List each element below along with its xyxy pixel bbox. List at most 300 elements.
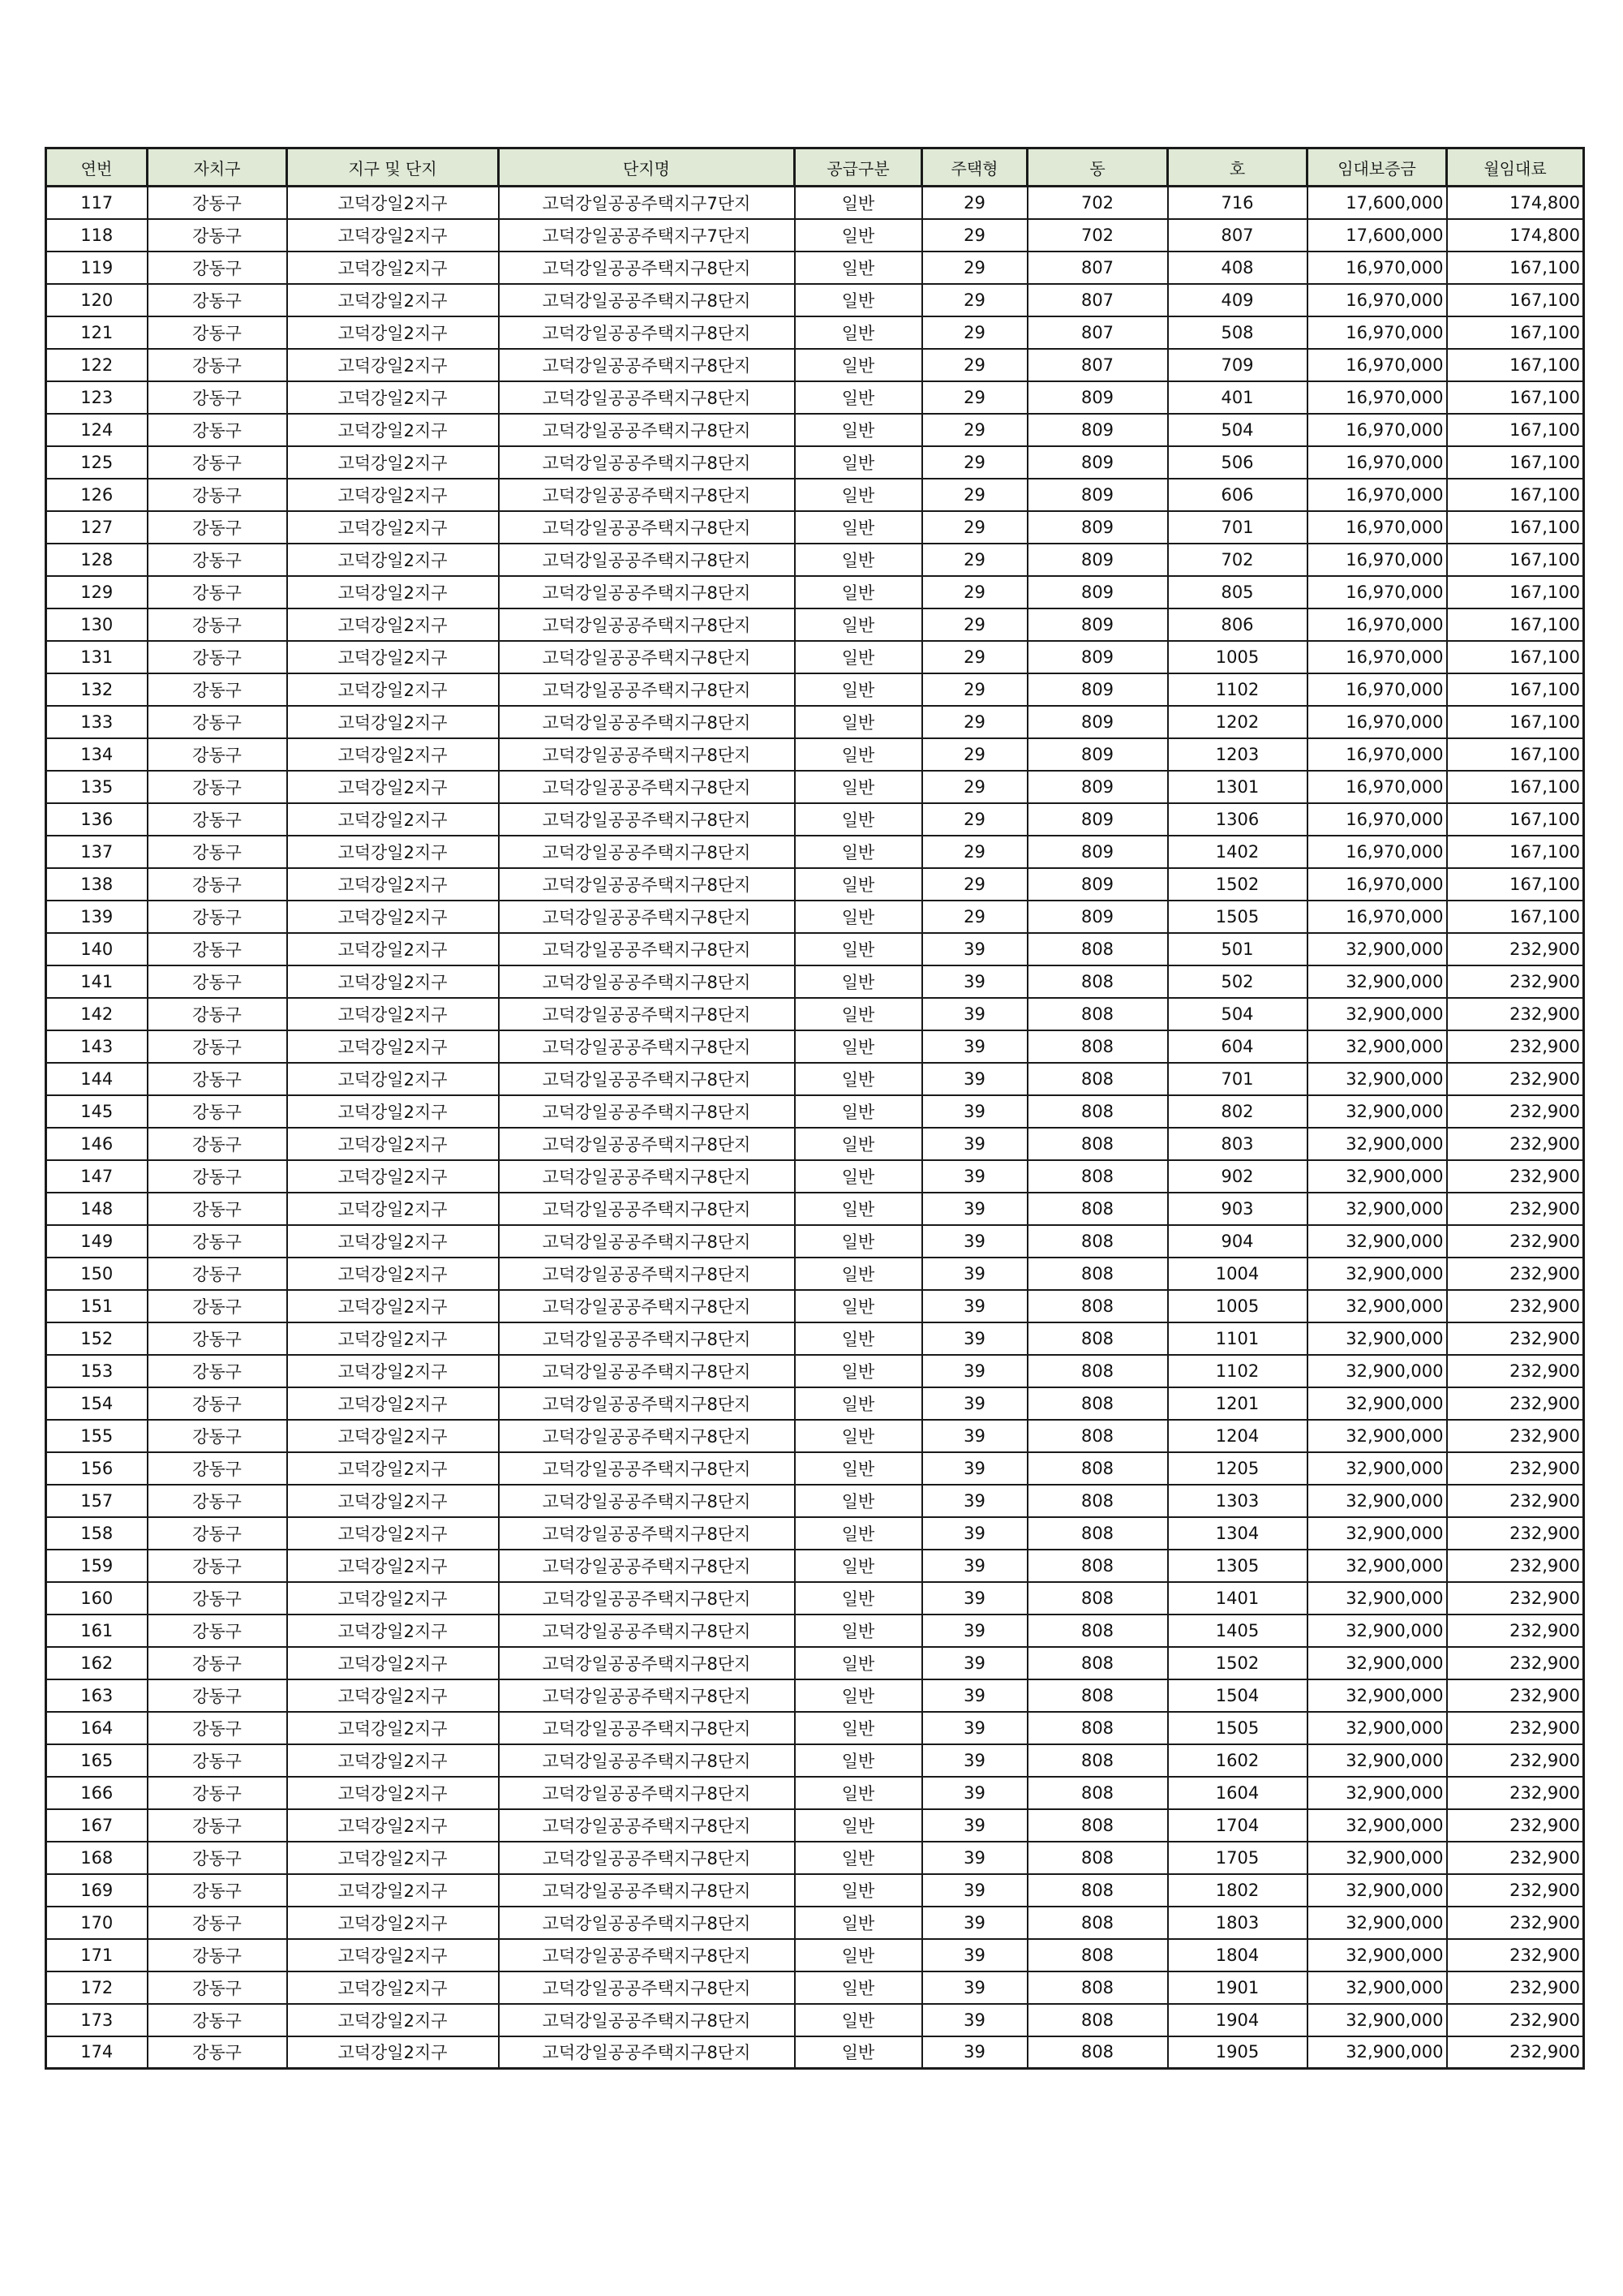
cell-housing-type: 39 — [922, 2004, 1028, 2036]
cell-complex-name: 고덕강일공공주택지구8단지 — [499, 1582, 795, 1615]
cell-district: 강동구 — [148, 901, 287, 933]
cell-district: 강동구 — [148, 219, 287, 252]
cell-housing-type: 29 — [922, 219, 1028, 252]
cell-complex-name: 고덕강일공공주택지구8단지 — [499, 1744, 795, 1777]
table-row — [46, 1874, 1584, 1907]
cell-deposit: 16,970,000 — [1307, 901, 1447, 933]
cell-unit: 1203 — [1168, 738, 1307, 771]
cell-zone-and-complex: 고덕강일2지구 — [287, 738, 499, 771]
cell-building: 808 — [1028, 1290, 1168, 1322]
cell-zone-and-complex: 고덕강일2지구 — [287, 771, 499, 803]
table-row — [46, 868, 1584, 901]
cell-housing-type: 29 — [922, 316, 1028, 349]
cell-housing-type: 39 — [922, 1874, 1028, 1907]
cell-monthly-rent: 232,900 — [1447, 1679, 1584, 1712]
cell-serial-no: 165 — [46, 1744, 148, 1777]
cell-serial-no: 167 — [46, 1809, 148, 1842]
cell-monthly-rent: 232,900 — [1447, 1485, 1584, 1517]
cell-complex-name: 고덕강일공공주택지구7단지 — [499, 187, 795, 219]
cell-supply-type: 일반 — [795, 998, 922, 1030]
table-row — [46, 1420, 1584, 1452]
cell-monthly-rent: 167,100 — [1447, 479, 1584, 511]
cell-housing-type: 39 — [922, 1225, 1028, 1258]
cell-unit: 803 — [1168, 1128, 1307, 1160]
cell-serial-no: 145 — [46, 1095, 148, 1128]
table-row — [46, 1842, 1584, 1874]
cell-complex-name: 고덕강일공공주택지구8단지 — [499, 544, 795, 576]
table-row — [46, 1517, 1584, 1550]
cell-building: 808 — [1028, 1582, 1168, 1615]
cell-unit: 1401 — [1168, 1582, 1307, 1615]
cell-zone-and-complex: 고덕강일2지구 — [287, 1160, 499, 1193]
cell-zone-and-complex: 고덕강일2지구 — [287, 641, 499, 673]
cell-deposit: 32,900,000 — [1307, 1485, 1447, 1517]
cell-deposit: 32,900,000 — [1307, 1193, 1447, 1225]
cell-complex-name: 고덕강일공공주택지구8단지 — [499, 511, 795, 544]
cell-zone-and-complex: 고덕강일2지구 — [287, 803, 499, 836]
cell-deposit: 32,900,000 — [1307, 1258, 1447, 1290]
cell-zone-and-complex: 고덕강일2지구 — [287, 1517, 499, 1550]
cell-monthly-rent: 232,900 — [1447, 1582, 1584, 1615]
cell-complex-name: 고덕강일공공주택지구8단지 — [499, 1452, 795, 1485]
cell-unit: 1402 — [1168, 836, 1307, 868]
cell-housing-type: 39 — [922, 1063, 1028, 1095]
cell-supply-type: 일반 — [795, 1517, 922, 1550]
cell-zone-and-complex: 고덕강일2지구 — [287, 446, 499, 479]
cell-serial-no: 126 — [46, 479, 148, 511]
cell-housing-type: 29 — [922, 187, 1028, 219]
cell-serial-no: 173 — [46, 2004, 148, 2036]
cell-deposit: 16,970,000 — [1307, 673, 1447, 706]
cell-zone-and-complex: 고덕강일2지구 — [287, 998, 499, 1030]
cell-zone-and-complex: 고덕강일2지구 — [287, 1712, 499, 1744]
cell-deposit: 32,900,000 — [1307, 965, 1447, 998]
cell-housing-type: 39 — [922, 1485, 1028, 1517]
cell-complex-name: 고덕강일공공주택지구8단지 — [499, 252, 795, 284]
cell-unit: 1305 — [1168, 1550, 1307, 1582]
cell-supply-type: 일반 — [795, 1160, 922, 1193]
cell-unit: 805 — [1168, 576, 1307, 608]
cell-zone-and-complex: 고덕강일2지구 — [287, 1355, 499, 1387]
cell-serial-no: 158 — [46, 1517, 148, 1550]
cell-district: 강동구 — [148, 2004, 287, 2036]
table-row — [46, 1809, 1584, 1842]
cell-district: 강동구 — [148, 1030, 287, 1063]
cell-zone-and-complex: 고덕강일2지구 — [287, 1809, 499, 1842]
cell-deposit: 16,970,000 — [1307, 771, 1447, 803]
cell-building: 809 — [1028, 608, 1168, 641]
cell-zone-and-complex: 고덕강일2지구 — [287, 1874, 499, 1907]
table-row — [46, 1907, 1584, 1939]
cell-housing-type: 39 — [922, 1452, 1028, 1485]
cell-district: 강동구 — [148, 1777, 287, 1809]
table-row — [46, 1128, 1584, 1160]
cell-unit: 1602 — [1168, 1744, 1307, 1777]
cell-serial-no: 170 — [46, 1907, 148, 1939]
cell-complex-name: 고덕강일공공주택지구8단지 — [499, 1809, 795, 1842]
cell-supply-type: 일반 — [795, 2004, 922, 2036]
cell-monthly-rent: 232,900 — [1447, 1874, 1584, 1907]
cell-unit: 1303 — [1168, 1485, 1307, 1517]
cell-building: 808 — [1028, 1063, 1168, 1095]
cell-district: 강동구 — [148, 316, 287, 349]
cell-supply-type: 일반 — [795, 1582, 922, 1615]
cell-zone-and-complex: 고덕강일2지구 — [287, 1615, 499, 1647]
table-row — [46, 706, 1584, 738]
cell-deposit: 32,900,000 — [1307, 1647, 1447, 1679]
cell-district: 강동구 — [148, 187, 287, 219]
cell-housing-type: 39 — [922, 1712, 1028, 1744]
cell-housing-type: 29 — [922, 803, 1028, 836]
cell-zone-and-complex: 고덕강일2지구 — [287, 187, 499, 219]
cell-building: 809 — [1028, 868, 1168, 901]
cell-serial-no: 157 — [46, 1485, 148, 1517]
cell-monthly-rent: 232,900 — [1447, 1193, 1584, 1225]
cell-zone-and-complex: 고덕강일2지구 — [287, 1485, 499, 1517]
cell-monthly-rent: 232,900 — [1447, 1355, 1584, 1387]
cell-complex-name: 고덕강일공공주택지구8단지 — [499, 1971, 795, 2004]
cell-housing-type: 39 — [922, 1809, 1028, 1842]
cell-complex-name: 고덕강일공공주택지구8단지 — [499, 1030, 795, 1063]
cell-district: 강동구 — [148, 1939, 287, 1971]
cell-district: 강동구 — [148, 544, 287, 576]
cell-zone-and-complex: 고덕강일2지구 — [287, 1907, 499, 1939]
cell-building: 809 — [1028, 836, 1168, 868]
cell-supply-type: 일반 — [795, 1420, 922, 1452]
cell-building: 808 — [1028, 2004, 1168, 2036]
cell-supply-type: 일반 — [795, 1777, 922, 1809]
cell-monthly-rent: 167,100 — [1447, 771, 1584, 803]
cell-supply-type: 일반 — [795, 901, 922, 933]
table-body — [46, 187, 1584, 2069]
cell-monthly-rent: 232,900 — [1447, 998, 1584, 1030]
cell-building: 808 — [1028, 1095, 1168, 1128]
cell-district: 강동구 — [148, 1647, 287, 1679]
cell-serial-no: 118 — [46, 219, 148, 252]
cell-monthly-rent: 167,100 — [1447, 901, 1584, 933]
cell-deposit: 32,900,000 — [1307, 1550, 1447, 1582]
cell-unit: 1704 — [1168, 1809, 1307, 1842]
cell-housing-type: 29 — [922, 446, 1028, 479]
cell-unit: 1504 — [1168, 1679, 1307, 1712]
cell-monthly-rent: 232,900 — [1447, 1290, 1584, 1322]
cell-deposit: 32,900,000 — [1307, 1030, 1447, 1063]
cell-serial-no: 120 — [46, 284, 148, 316]
cell-complex-name: 고덕강일공공주택지구8단지 — [499, 1387, 795, 1420]
cell-district: 강동구 — [148, 1615, 287, 1647]
cell-serial-no: 122 — [46, 349, 148, 381]
cell-housing-type: 39 — [922, 933, 1028, 965]
cell-monthly-rent: 167,100 — [1447, 349, 1584, 381]
cell-monthly-rent: 232,900 — [1447, 1322, 1584, 1355]
cell-complex-name: 고덕강일공공주택지구8단지 — [499, 1874, 795, 1907]
cell-unit: 716 — [1168, 187, 1307, 219]
cell-district: 강동구 — [148, 1842, 287, 1874]
cell-building: 808 — [1028, 1485, 1168, 1517]
cell-building: 808 — [1028, 1615, 1168, 1647]
table-row — [46, 544, 1584, 576]
cell-unit: 506 — [1168, 446, 1307, 479]
cell-zone-and-complex: 고덕강일2지구 — [287, 1452, 499, 1485]
header-zone-and-complex: 지구 및 단지 — [287, 148, 499, 187]
cell-zone-and-complex: 고덕강일2지구 — [287, 1128, 499, 1160]
cell-serial-no: 144 — [46, 1063, 148, 1095]
cell-monthly-rent: 232,900 — [1447, 2036, 1584, 2069]
cell-district: 강동구 — [148, 1420, 287, 1452]
cell-monthly-rent: 232,900 — [1447, 1452, 1584, 1485]
cell-monthly-rent: 232,900 — [1447, 1744, 1584, 1777]
cell-unit: 1005 — [1168, 1290, 1307, 1322]
cell-zone-and-complex: 고덕강일2지구 — [287, 576, 499, 608]
cell-complex-name: 고덕강일공공주택지구8단지 — [499, 706, 795, 738]
cell-complex-name: 고덕강일공공주택지구8단지 — [499, 479, 795, 511]
cell-serial-no: 138 — [46, 868, 148, 901]
table-row — [46, 1582, 1584, 1615]
table-row — [46, 252, 1584, 284]
cell-housing-type: 29 — [922, 414, 1028, 446]
cell-complex-name: 고덕강일공공주택지구8단지 — [499, 576, 795, 608]
cell-serial-no: 156 — [46, 1452, 148, 1485]
cell-district: 강동구 — [148, 803, 287, 836]
cell-zone-and-complex: 고덕강일2지구 — [287, 2004, 499, 2036]
cell-monthly-rent: 167,100 — [1447, 868, 1584, 901]
cell-deposit: 16,970,000 — [1307, 284, 1447, 316]
cell-supply-type: 일반 — [795, 673, 922, 706]
cell-district: 강동구 — [148, 1874, 287, 1907]
cell-building: 808 — [1028, 1939, 1168, 1971]
cell-deposit: 32,900,000 — [1307, 1842, 1447, 1874]
cell-district: 강동구 — [148, 868, 287, 901]
cell-complex-name: 고덕강일공공주택지구8단지 — [499, 868, 795, 901]
cell-monthly-rent: 167,100 — [1447, 738, 1584, 771]
cell-supply-type: 일반 — [795, 1063, 922, 1095]
cell-building: 809 — [1028, 771, 1168, 803]
cell-zone-and-complex: 고덕강일2지구 — [287, 1193, 499, 1225]
cell-supply-type: 일반 — [795, 1225, 922, 1258]
cell-serial-no: 171 — [46, 1939, 148, 1971]
cell-complex-name: 고덕강일공공주택지구8단지 — [499, 641, 795, 673]
cell-unit: 1904 — [1168, 2004, 1307, 2036]
cell-building: 808 — [1028, 1517, 1168, 1550]
table-row — [46, 316, 1584, 349]
cell-housing-type: 39 — [922, 1387, 1028, 1420]
cell-building: 809 — [1028, 673, 1168, 706]
cell-district: 강동구 — [148, 836, 287, 868]
table-row — [46, 576, 1584, 608]
cell-complex-name: 고덕강일공공주택지구8단지 — [499, 2004, 795, 2036]
cell-serial-no: 141 — [46, 965, 148, 998]
cell-serial-no: 160 — [46, 1582, 148, 1615]
cell-unit: 1802 — [1168, 1874, 1307, 1907]
cell-supply-type: 일반 — [795, 576, 922, 608]
cell-supply-type: 일반 — [795, 316, 922, 349]
cell-unit: 1804 — [1168, 1939, 1307, 1971]
cell-unit: 606 — [1168, 479, 1307, 511]
cell-housing-type: 29 — [922, 836, 1028, 868]
cell-complex-name: 고덕강일공공주택지구8단지 — [499, 349, 795, 381]
cell-supply-type: 일반 — [795, 219, 922, 252]
cell-deposit: 32,900,000 — [1307, 1809, 1447, 1842]
cell-unit: 1502 — [1168, 868, 1307, 901]
cell-complex-name: 고덕강일공공주택지구8단지 — [499, 1160, 795, 1193]
cell-zone-and-complex: 고덕강일2지구 — [287, 965, 499, 998]
cell-supply-type: 일반 — [795, 1485, 922, 1517]
cell-monthly-rent: 167,100 — [1447, 446, 1584, 479]
header-row — [46, 148, 1584, 187]
cell-building: 808 — [1028, 1193, 1168, 1225]
cell-complex-name: 고덕강일공공주택지구8단지 — [499, 446, 795, 479]
cell-housing-type: 39 — [922, 1258, 1028, 1290]
cell-unit: 1304 — [1168, 1517, 1307, 1550]
cell-deposit: 16,970,000 — [1307, 836, 1447, 868]
cell-building: 809 — [1028, 381, 1168, 414]
cell-supply-type: 일반 — [795, 1258, 922, 1290]
cell-serial-no: 142 — [46, 998, 148, 1030]
cell-supply-type: 일반 — [795, 252, 922, 284]
cell-district: 강동구 — [148, 576, 287, 608]
cell-housing-type: 39 — [922, 1095, 1028, 1128]
cell-housing-type: 29 — [922, 673, 1028, 706]
table-row — [46, 219, 1584, 252]
cell-supply-type: 일반 — [795, 1193, 922, 1225]
table-row — [46, 2036, 1584, 2069]
cell-unit: 701 — [1168, 511, 1307, 544]
cell-zone-and-complex: 고덕강일2지구 — [287, 349, 499, 381]
cell-supply-type: 일반 — [795, 1744, 922, 1777]
cell-building: 808 — [1028, 1679, 1168, 1712]
cell-supply-type: 일반 — [795, 1550, 922, 1582]
table-row — [46, 901, 1584, 933]
cell-deposit: 16,970,000 — [1307, 252, 1447, 284]
cell-unit: 408 — [1168, 252, 1307, 284]
cell-unit: 807 — [1168, 219, 1307, 252]
cell-zone-and-complex: 고덕강일2지구 — [287, 1258, 499, 1290]
cell-supply-type: 일반 — [795, 1030, 922, 1063]
cell-building: 808 — [1028, 1258, 1168, 1290]
cell-housing-type: 39 — [922, 1030, 1028, 1063]
cell-deposit: 32,900,000 — [1307, 2004, 1447, 2036]
cell-unit: 902 — [1168, 1160, 1307, 1193]
cell-zone-and-complex: 고덕강일2지구 — [287, 933, 499, 965]
table-row — [46, 479, 1584, 511]
cell-supply-type: 일반 — [795, 1971, 922, 2004]
table-row — [46, 771, 1584, 803]
cell-deposit: 17,600,000 — [1307, 219, 1447, 252]
cell-housing-type: 29 — [922, 641, 1028, 673]
cell-complex-name: 고덕강일공공주택지구8단지 — [499, 1420, 795, 1452]
header-housing-type: 주택형 — [922, 148, 1028, 187]
cell-district: 강동구 — [148, 1907, 287, 1939]
table-row — [46, 803, 1584, 836]
rental-unit-table — [45, 147, 1585, 2070]
cell-unit: 1205 — [1168, 1452, 1307, 1485]
table-header — [46, 148, 1584, 187]
cell-building: 808 — [1028, 965, 1168, 998]
table-row — [46, 641, 1584, 673]
cell-supply-type: 일반 — [795, 771, 922, 803]
cell-zone-and-complex: 고덕강일2지구 — [287, 706, 499, 738]
cell-complex-name: 고덕강일공공주택지구8단지 — [499, 1679, 795, 1712]
cell-deposit: 32,900,000 — [1307, 1907, 1447, 1939]
cell-complex-name: 고덕강일공공주택지구7단지 — [499, 219, 795, 252]
cell-complex-name: 고덕강일공공주택지구8단지 — [499, 1615, 795, 1647]
cell-building: 702 — [1028, 219, 1168, 252]
table-row — [46, 284, 1584, 316]
cell-supply-type: 일반 — [795, 706, 922, 738]
cell-housing-type: 29 — [922, 576, 1028, 608]
cell-monthly-rent: 232,900 — [1447, 1030, 1584, 1063]
cell-supply-type: 일반 — [795, 1647, 922, 1679]
cell-building: 808 — [1028, 1971, 1168, 2004]
cell-supply-type: 일반 — [795, 1387, 922, 1420]
cell-deposit: 16,970,000 — [1307, 803, 1447, 836]
cell-building: 809 — [1028, 803, 1168, 836]
cell-unit: 1202 — [1168, 706, 1307, 738]
cell-unit: 1901 — [1168, 1971, 1307, 2004]
cell-district: 강동구 — [148, 1452, 287, 1485]
cell-supply-type: 일반 — [795, 836, 922, 868]
cell-district: 강동구 — [148, 641, 287, 673]
table-row — [46, 1712, 1584, 1744]
cell-zone-and-complex: 고덕강일2지구 — [287, 1744, 499, 1777]
cell-deposit: 16,970,000 — [1307, 381, 1447, 414]
cell-complex-name: 고덕강일공공주택지구8단지 — [499, 1647, 795, 1679]
cell-deposit: 16,970,000 — [1307, 316, 1447, 349]
cell-deposit: 16,970,000 — [1307, 706, 1447, 738]
cell-housing-type: 39 — [922, 1517, 1028, 1550]
cell-district: 강동구 — [148, 706, 287, 738]
cell-deposit: 32,900,000 — [1307, 1712, 1447, 1744]
cell-district: 강동구 — [148, 1322, 287, 1355]
cell-deposit: 32,900,000 — [1307, 1679, 1447, 1712]
cell-serial-no: 134 — [46, 738, 148, 771]
cell-deposit: 16,970,000 — [1307, 868, 1447, 901]
cell-housing-type: 39 — [922, 1420, 1028, 1452]
cell-serial-no: 129 — [46, 576, 148, 608]
header-supply-type: 공급구분 — [795, 148, 922, 187]
cell-serial-no: 131 — [46, 641, 148, 673]
cell-deposit: 32,900,000 — [1307, 1063, 1447, 1095]
cell-monthly-rent: 167,100 — [1447, 576, 1584, 608]
cell-zone-and-complex: 고덕강일2지구 — [287, 1420, 499, 1452]
cell-building: 807 — [1028, 316, 1168, 349]
table-row — [46, 738, 1584, 771]
cell-housing-type: 39 — [922, 1842, 1028, 1874]
table-row — [46, 1679, 1584, 1712]
cell-deposit: 32,900,000 — [1307, 1744, 1447, 1777]
cell-district: 강동구 — [148, 1160, 287, 1193]
cell-zone-and-complex: 고덕강일2지구 — [287, 836, 499, 868]
cell-monthly-rent: 232,900 — [1447, 1160, 1584, 1193]
cell-complex-name: 고덕강일공공주택지구8단지 — [499, 2036, 795, 2069]
cell-complex-name: 고덕강일공공주택지구8단지 — [499, 1907, 795, 1939]
cell-monthly-rent: 232,900 — [1447, 1777, 1584, 1809]
table-row — [46, 1258, 1584, 1290]
cell-deposit: 32,900,000 — [1307, 1225, 1447, 1258]
cell-serial-no: 166 — [46, 1777, 148, 1809]
cell-monthly-rent: 232,900 — [1447, 1420, 1584, 1452]
cell-unit: 1204 — [1168, 1420, 1307, 1452]
cell-deposit: 32,900,000 — [1307, 1322, 1447, 1355]
table-row — [46, 1387, 1584, 1420]
cell-housing-type: 39 — [922, 1777, 1028, 1809]
cell-deposit: 16,970,000 — [1307, 738, 1447, 771]
cell-monthly-rent: 232,900 — [1447, 1517, 1584, 1550]
cell-zone-and-complex: 고덕강일2지구 — [287, 316, 499, 349]
cell-supply-type: 일반 — [795, 1679, 922, 1712]
table-row — [46, 1322, 1584, 1355]
cell-unit: 1505 — [1168, 1712, 1307, 1744]
